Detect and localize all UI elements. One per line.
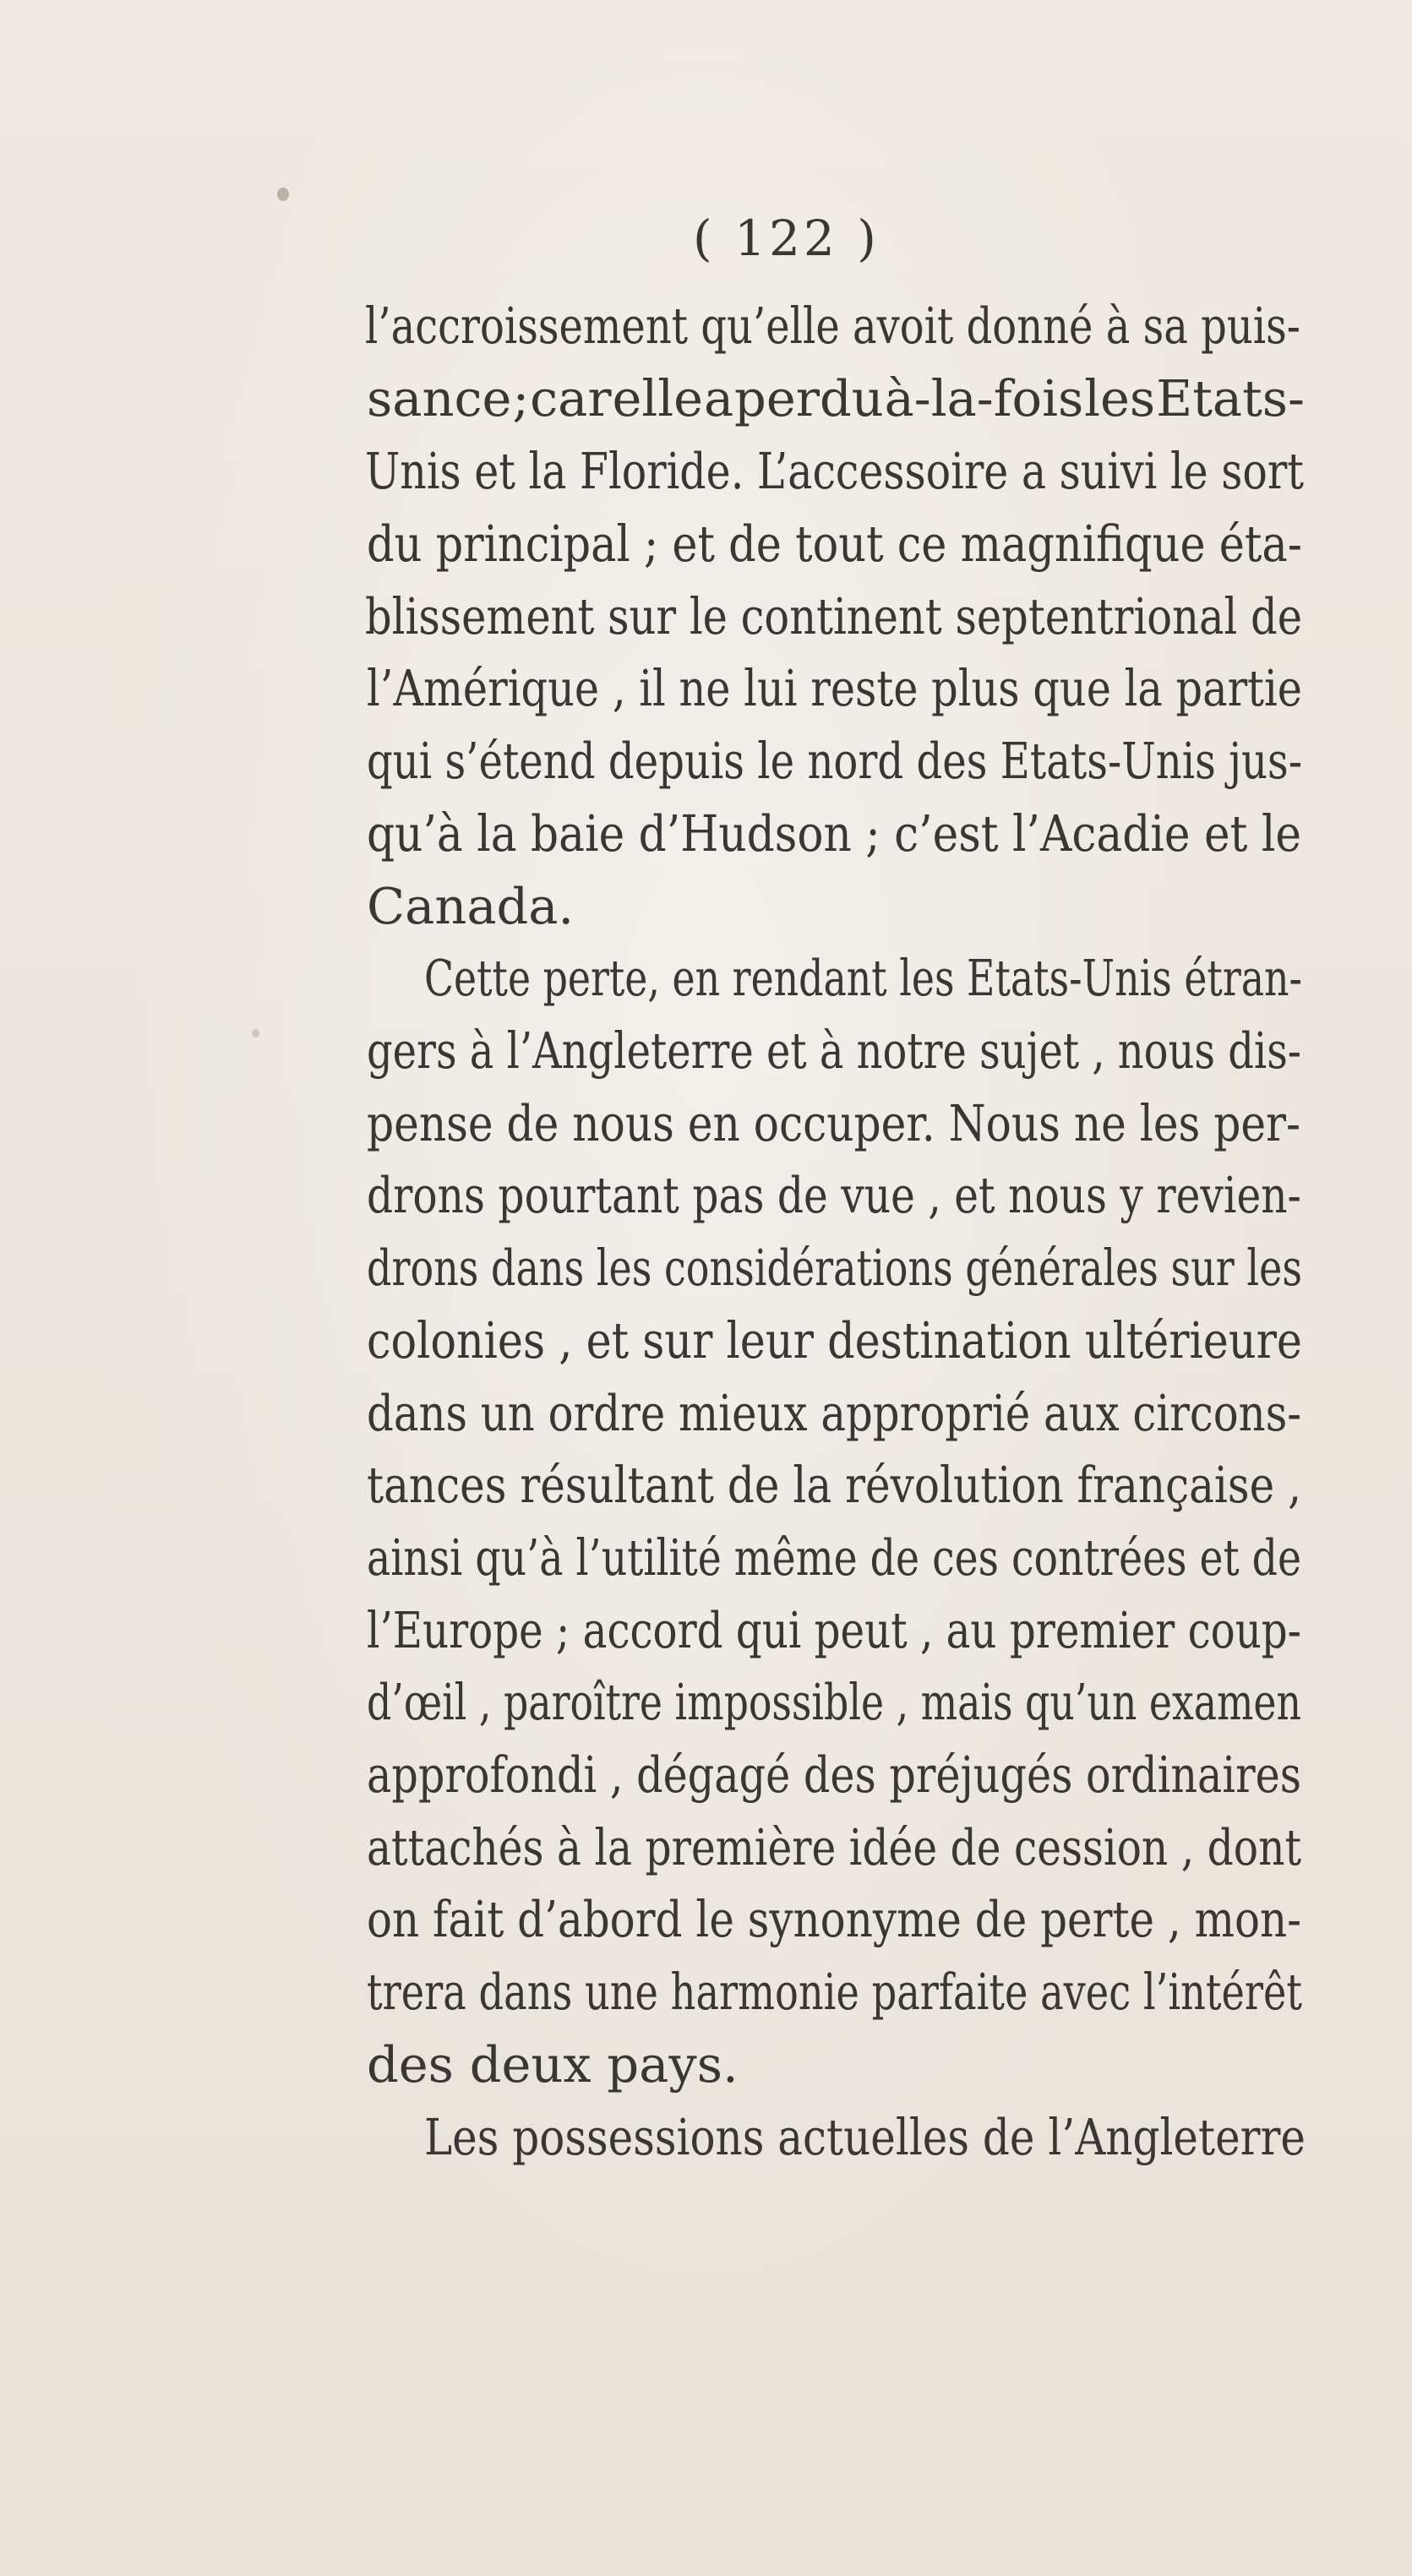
text-line: qui s’étend depuis le nord des Etats-Unis jus-: [367, 732, 1302, 790]
text-line: d’œil , paroître impossible , mais qu’un examen: [367, 1673, 1301, 1731]
text-line: trera dans une harmonie parfaite avec l’intérêt: [367, 1963, 1302, 2021]
page-number: ( 122 ): [693, 210, 880, 267]
ink-spot: [277, 188, 289, 201]
text-line: approfondi , dégagé des préjugés ordinaires: [367, 1745, 1301, 1804]
text-line: dans un ordre mieux approprié aux circons-: [367, 1384, 1301, 1442]
text-line: attachés à la première idée de cession , dont: [367, 1818, 1301, 1876]
text-line: blissement sur le continent septentrional de: [365, 587, 1302, 645]
ink-spot: [252, 1029, 259, 1037]
text-line: Canada.: [367, 877, 575, 935]
text-line: qu’à la baie d’Hudson ; c’est l’Acadie et le: [367, 804, 1301, 863]
text-line: on fait d’abord le synonyme de perte , mon-: [367, 1890, 1301, 1948]
text-line: tances résultant de la révolution française ,: [367, 1456, 1301, 1514]
text-line: Les possessions actuelles de l’Angleterre: [424, 2108, 1306, 2166]
text-line: colonies , et sur leur destination ultérieure: [367, 1311, 1302, 1370]
text-line: du principal ; et de tout ce magnifique éta-: [367, 515, 1302, 573]
text-line: ainsi qu’à l’utilité même de ces contrées et de: [367, 1528, 1301, 1587]
text-line: l’accroissement qu’elle avoit donné à sa puis-: [365, 297, 1300, 355]
text-line: drons pourtant pas de vue , et nous y revien-: [367, 1166, 1301, 1224]
text-line: l’Amérique , il ne lui reste plus que la partie: [367, 659, 1302, 717]
text-line: gers à l’Angleterre et à notre sujet , nous dis-: [367, 1021, 1301, 1080]
text-line: des deux pays.: [367, 2035, 739, 2094]
text-line: pense de nous en occuper. Nous ne les per-: [367, 1094, 1300, 1152]
text-line: Unis et la Floride. L’accessoire a suivi le sort: [365, 442, 1304, 500]
text-line: Cette perte, en rendant les Etats-Unis étran-: [424, 949, 1302, 1007]
text-line: l’Europe ; accord qui peut , au premier coup-: [367, 1601, 1301, 1659]
text-line: sance ; car elle a perdu à-la-fois les Etats-: [367, 369, 1305, 428]
text-line: drons dans les considérations générales sur les: [367, 1239, 1302, 1297]
